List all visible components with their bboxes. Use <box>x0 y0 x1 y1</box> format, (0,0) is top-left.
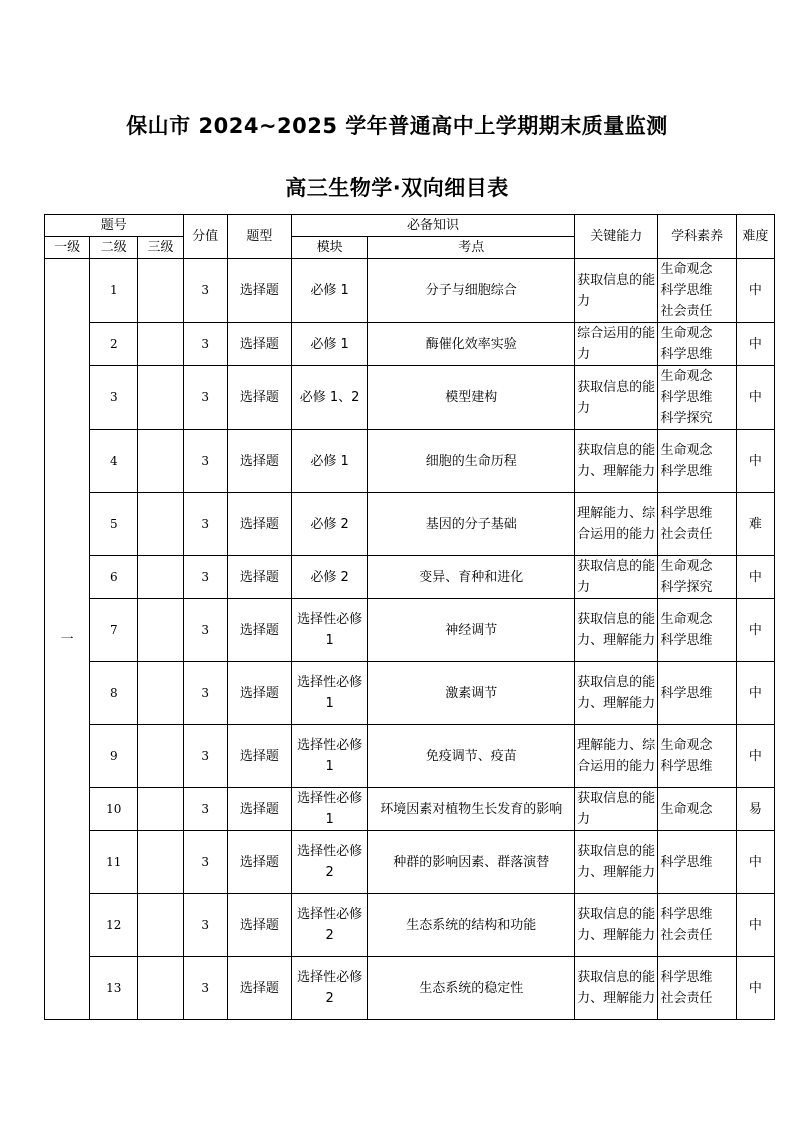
header-knowledge: 必备知识 <box>291 215 574 237</box>
table-row <box>45 366 775 430</box>
literacy-item: 科学思维 <box>660 854 713 870</box>
cell-difficulty: 难 <box>736 493 774 556</box>
cell-score: 3 <box>183 957 227 1020</box>
cell-module: 选择性必修 1 <box>291 599 367 662</box>
header-level2: 二级 <box>90 237 138 259</box>
cell-difficulty: 中 <box>736 725 774 788</box>
cell-type: 选择题 <box>227 493 291 556</box>
cell-module: 选择性必修 1 <box>291 788 367 831</box>
header-type: 题型 <box>227 215 291 259</box>
header-module: 模块 <box>291 237 367 259</box>
cell-literacy <box>658 323 736 366</box>
literacy-item: 科学思维 <box>660 970 713 985</box>
literacy-item: 社会责任 <box>660 304 713 319</box>
table-row <box>45 957 775 1020</box>
cell-score: 3 <box>183 894 227 957</box>
cell-point: 种群的影响因素、群落演替 <box>368 831 575 894</box>
literacy-item: 科学探究 <box>660 580 713 595</box>
cell-difficulty: 中 <box>736 430 774 493</box>
cell-module: 选择性必修 2 <box>291 957 367 1020</box>
cell-module: 必修 2 <box>291 556 367 599</box>
cell-level3 <box>138 556 183 599</box>
cell-score: 3 <box>183 662 227 725</box>
cell-level3 <box>138 725 183 788</box>
literacy-item: 科学探究 <box>660 411 713 426</box>
cell-literacy <box>658 894 736 957</box>
cell-level3 <box>138 323 183 366</box>
cell-literacy <box>658 831 736 894</box>
cell-module: 选择性必修 1 <box>291 662 367 725</box>
table-row <box>45 556 775 599</box>
cell-level1: 一 <box>45 259 90 1020</box>
cell-ability: 获取信息的能力、理解能力 <box>575 831 658 894</box>
cell-literacy <box>658 662 736 725</box>
cell-question-no: 1 <box>90 259 138 323</box>
cell-point: 变异、育种和进化 <box>368 556 575 599</box>
cell-type: 选择题 <box>227 831 291 894</box>
cell-score: 3 <box>183 366 227 430</box>
literacy-item: 科学思维 <box>660 759 713 774</box>
cell-point: 基因的分子基础 <box>368 493 575 556</box>
header-difficulty: 难度 <box>736 215 774 259</box>
cell-module: 选择性必修 2 <box>291 894 367 957</box>
cell-point: 分子与细胞综合 <box>368 259 575 323</box>
cell-point: 模型建构 <box>368 366 575 430</box>
page-subtitle: 高三生物学·双向细目表 <box>285 176 509 200</box>
cell-score: 3 <box>183 493 227 556</box>
cell-literacy <box>658 430 736 493</box>
cell-level3 <box>138 662 183 725</box>
cell-point: 环境因素对植物生长发育的影响 <box>368 788 575 831</box>
cell-point: 生态系统的稳定性 <box>368 957 575 1020</box>
cell-module: 必修 1、2 <box>291 366 367 430</box>
cell-difficulty: 中 <box>736 894 774 957</box>
spec-table-body <box>45 259 775 1020</box>
cell-level3 <box>138 788 183 831</box>
cell-score: 3 <box>183 831 227 894</box>
literacy-item: 科学思维 <box>660 347 713 362</box>
cell-question-no: 11 <box>90 831 138 894</box>
table-row <box>45 493 775 556</box>
cell-ability: 获取信息的能力、理解能力 <box>575 894 658 957</box>
cell-literacy <box>658 259 736 323</box>
literacy-item: 科学思维 <box>660 907 713 922</box>
cell-literacy <box>658 599 736 662</box>
cell-question-no: 13 <box>90 957 138 1020</box>
table-row <box>45 662 775 725</box>
header-question-no: 题号 <box>45 215 184 237</box>
cell-module: 必修 1 <box>291 259 367 323</box>
cell-question-no: 8 <box>90 662 138 725</box>
cell-literacy <box>658 788 736 831</box>
header-level1: 一级 <box>45 237 90 259</box>
cell-ability: 获取信息的能力、理解能力 <box>575 430 658 493</box>
cell-type: 选择题 <box>227 430 291 493</box>
literacy-item: 生命观念 <box>660 369 713 384</box>
cell-type: 选择题 <box>227 957 291 1020</box>
cell-level3 <box>138 894 183 957</box>
literacy-item: 科学思维 <box>660 633 713 648</box>
cell-level3 <box>138 599 183 662</box>
cell-type: 选择题 <box>227 894 291 957</box>
cell-question-no: 4 <box>90 430 138 493</box>
cell-type: 选择题 <box>227 725 291 788</box>
cell-ability: 获取信息的能力 <box>575 788 658 831</box>
cell-ability: 获取信息的能力 <box>575 556 658 599</box>
cell-module: 选择性必修 2 <box>291 831 367 894</box>
literacy-item: 生命观念 <box>660 612 713 627</box>
cell-score: 3 <box>183 556 227 599</box>
cell-difficulty: 中 <box>736 957 774 1020</box>
spec-table <box>44 214 775 1020</box>
cell-point: 激素调节 <box>368 662 575 725</box>
header-ability: 关键能力 <box>575 215 658 259</box>
cell-question-no: 2 <box>90 323 138 366</box>
header-point: 考点 <box>368 237 575 259</box>
cell-type: 选择题 <box>227 323 291 366</box>
cell-difficulty: 中 <box>736 259 774 323</box>
cell-ability: 理解能力、综合运用的能力 <box>575 725 658 788</box>
cell-type: 选择题 <box>227 788 291 831</box>
table-row <box>45 725 775 788</box>
literacy-item: 科学思维 <box>660 390 713 405</box>
cell-difficulty: 中 <box>736 599 774 662</box>
cell-module: 必修 1 <box>291 323 367 366</box>
cell-level3 <box>138 493 183 556</box>
cell-type: 选择题 <box>227 599 291 662</box>
cell-literacy <box>658 725 736 788</box>
cell-literacy <box>658 957 736 1020</box>
cell-type: 选择题 <box>227 259 291 323</box>
cell-score: 3 <box>183 725 227 788</box>
cell-ability: 综合运用的能力 <box>575 323 658 366</box>
cell-type: 选择题 <box>227 556 291 599</box>
literacy-item: 社会责任 <box>660 991 713 1006</box>
cell-question-no: 3 <box>90 366 138 430</box>
header-literacy: 学科素养 <box>658 215 736 259</box>
cell-difficulty: 中 <box>736 831 774 894</box>
cell-level3 <box>138 957 183 1020</box>
cell-difficulty: 中 <box>736 323 774 366</box>
header-score: 分值 <box>183 215 227 259</box>
literacy-item: 科学思维 <box>660 283 713 298</box>
cell-level3 <box>138 831 183 894</box>
cell-score: 3 <box>183 430 227 493</box>
cell-point: 酶催化效率实验 <box>368 323 575 366</box>
cell-score: 3 <box>183 323 227 366</box>
cell-point: 免疫调节、疫苗 <box>368 725 575 788</box>
cell-question-no: 5 <box>90 493 138 556</box>
literacy-item: 科学思维 <box>660 506 713 521</box>
literacy-item: 生命观念 <box>660 559 713 574</box>
literacy-item: 生命观念 <box>660 801 713 817</box>
cell-ability: 理解能力、综合运用的能力 <box>575 493 658 556</box>
cell-ability: 获取信息的能力、理解能力 <box>575 662 658 725</box>
cell-point: 细胞的生命历程 <box>368 430 575 493</box>
literacy-item: 社会责任 <box>660 928 713 943</box>
cell-question-no: 6 <box>90 556 138 599</box>
cell-score: 3 <box>183 599 227 662</box>
table-row <box>45 831 775 894</box>
cell-point: 神经调节 <box>368 599 575 662</box>
cell-difficulty: 中 <box>736 556 774 599</box>
literacy-item: 社会责任 <box>660 527 713 542</box>
cell-score: 3 <box>183 788 227 831</box>
cell-difficulty: 中 <box>736 662 774 725</box>
header-level3: 三级 <box>138 237 183 259</box>
table-row <box>45 430 775 493</box>
cell-difficulty: 中 <box>736 366 774 430</box>
cell-question-no: 9 <box>90 725 138 788</box>
table-row <box>45 599 775 662</box>
cell-score: 3 <box>183 259 227 323</box>
literacy-item: 生命观念 <box>660 738 713 753</box>
table-row <box>45 894 775 957</box>
cell-type: 选择题 <box>227 662 291 725</box>
cell-question-no: 7 <box>90 599 138 662</box>
page-title: 保山市 2024~2025 学年普通高中上学期期末质量监测 <box>126 114 668 138</box>
table-row <box>45 259 775 323</box>
cell-question-no: 12 <box>90 894 138 957</box>
literacy-item: 科学思维 <box>660 464 713 479</box>
cell-point: 生态系统的结构和功能 <box>368 894 575 957</box>
cell-difficulty: 易 <box>736 788 774 831</box>
cell-ability: 获取信息的能力、理解能力 <box>575 599 658 662</box>
literacy-item: 生命观念 <box>660 326 713 341</box>
table-row <box>45 788 775 831</box>
cell-question-no: 10 <box>90 788 138 831</box>
cell-level3 <box>138 430 183 493</box>
cell-ability: 获取信息的能力、理解能力 <box>575 957 658 1020</box>
literacy-item: 科学思维 <box>660 685 713 701</box>
cell-ability: 获取信息的能力 <box>575 259 658 323</box>
cell-ability: 获取信息的能力 <box>575 366 658 430</box>
cell-type: 选择题 <box>227 366 291 430</box>
table-row <box>45 323 775 366</box>
literacy-item: 生命观念 <box>660 262 713 277</box>
cell-module: 必修 1 <box>291 430 367 493</box>
cell-module: 选择性必修 1 <box>291 725 367 788</box>
cell-module: 必修 2 <box>291 493 367 556</box>
cell-level3 <box>138 366 183 430</box>
cell-literacy <box>658 493 736 556</box>
literacy-item: 生命观念 <box>660 443 713 458</box>
cell-level3 <box>138 259 183 323</box>
cell-literacy <box>658 556 736 599</box>
cell-literacy <box>658 366 736 430</box>
